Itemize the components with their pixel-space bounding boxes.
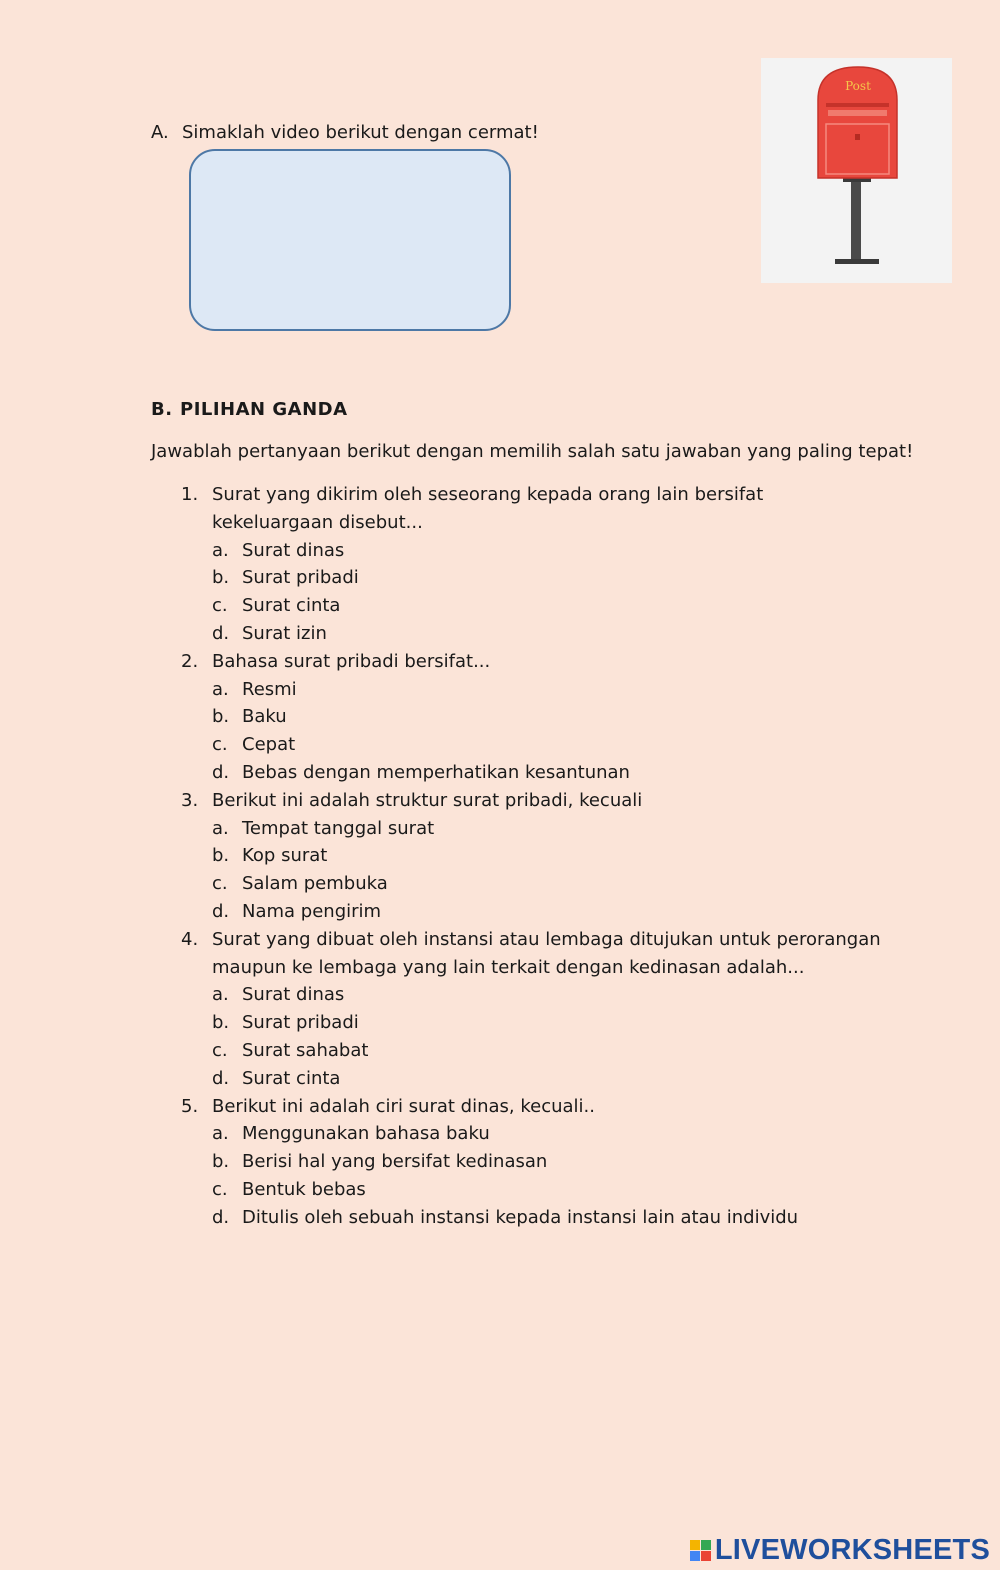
question-row xyxy=(181,926,881,982)
option-marker: b. xyxy=(212,1012,230,1034)
question-item xyxy=(181,1093,881,1232)
option-text: Surat izin xyxy=(242,622,327,644)
section-b-marker: B. xyxy=(151,399,173,420)
answer-option[interactable] xyxy=(181,842,881,870)
option-marker: a. xyxy=(212,1123,229,1145)
option-text: Surat pribadi xyxy=(242,567,359,589)
instruction-text: Jawablah pertanyaan berikut dengan memilih salah satu jawaban yang paling tepat! xyxy=(151,441,914,462)
answer-option[interactable] xyxy=(181,898,881,926)
question-text: Surat yang dibuat oleh instansi atau lembaga ditujukan untuk perorangan maupun ke lembaga yang lain terkait dengan kedinasan adalah... xyxy=(212,928,881,978)
option-text: Berisi hal yang bersifat kedinasan xyxy=(242,1151,548,1173)
option-marker: c. xyxy=(212,873,228,895)
brand-name: LIVEWORKSHEETS xyxy=(714,1533,990,1566)
option-marker: b. xyxy=(212,567,230,589)
answer-option[interactable] xyxy=(181,620,881,648)
option-text: Surat dinas xyxy=(242,984,345,1006)
section-a-heading xyxy=(151,121,539,145)
option-text: Tempat tanggal surat xyxy=(242,817,435,839)
question-item xyxy=(181,787,881,926)
option-marker: c. xyxy=(212,1178,228,1200)
option-text: Surat sahabat xyxy=(242,1039,369,1061)
postbox-image xyxy=(761,58,952,283)
answer-option[interactable] xyxy=(181,1176,881,1204)
option-marker: d. xyxy=(212,900,230,922)
answer-option[interactable] xyxy=(181,564,881,592)
option-marker: b. xyxy=(212,706,230,728)
option-marker: a. xyxy=(212,984,229,1006)
option-marker: b. xyxy=(212,845,230,867)
option-text: Ditulis oleh sebuah instansi kepada instansi lain atau individu xyxy=(242,1206,799,1228)
option-text: Salam pembuka xyxy=(242,873,388,895)
option-text: Cepat xyxy=(242,734,296,756)
section-a-text: Simaklah video berikut dengan cermat! xyxy=(182,122,539,143)
option-marker: a. xyxy=(212,678,229,700)
option-marker: c. xyxy=(212,734,228,756)
answer-option[interactable] xyxy=(181,1148,881,1176)
question-text: Berikut ini adalah struktur surat pribadi, kecuali xyxy=(212,789,643,811)
section-b-heading xyxy=(151,398,348,422)
question-row xyxy=(181,481,881,537)
question-list xyxy=(181,481,881,1232)
question-row xyxy=(181,648,881,676)
question-text: Surat yang dikirim oleh seseorang kepada orang lain bersifat kekeluargaan disebut... xyxy=(212,484,764,533)
answer-option[interactable] xyxy=(181,537,881,565)
answer-option[interactable] xyxy=(181,981,881,1009)
answer-option[interactable] xyxy=(181,1204,881,1232)
question-number: 4. xyxy=(181,928,199,950)
option-text: Surat cinta xyxy=(242,1067,341,1089)
option-text: Baku xyxy=(242,706,287,728)
answer-option[interactable] xyxy=(181,1065,881,1093)
question-item xyxy=(181,481,881,648)
question-row xyxy=(181,787,881,815)
question-number: 3. xyxy=(181,789,199,811)
video-placeholder[interactable] xyxy=(189,149,511,331)
liveworksheets-brand xyxy=(690,1533,990,1566)
answer-option[interactable] xyxy=(181,676,881,704)
option-marker: d. xyxy=(212,622,230,644)
option-marker: c. xyxy=(212,595,228,617)
option-text: Resmi xyxy=(242,678,297,700)
option-marker: c. xyxy=(212,1039,228,1061)
answer-option[interactable] xyxy=(181,1037,881,1065)
option-text: Bentuk bebas xyxy=(242,1178,366,1200)
question-number: 1. xyxy=(181,484,199,505)
option-text: Bebas dengan memperhatikan kesantunan xyxy=(242,761,630,783)
section-a-marker: A. xyxy=(151,122,169,143)
question-number: 5. xyxy=(181,1095,199,1117)
answer-option[interactable] xyxy=(181,870,881,898)
answer-option[interactable] xyxy=(181,592,881,620)
section-b-title: PILIHAN GANDA xyxy=(180,399,348,420)
option-marker: b. xyxy=(212,1151,230,1173)
option-text: Surat cinta xyxy=(242,595,341,617)
question-text: Berikut ini adalah ciri surat dinas, kecuali.. xyxy=(212,1095,596,1117)
option-text: Nama pengirim xyxy=(242,900,382,922)
answer-option[interactable] xyxy=(181,731,881,759)
answer-option[interactable] xyxy=(181,703,881,731)
question-number: 2. xyxy=(181,650,199,672)
option-marker: a. xyxy=(212,817,229,839)
answer-option[interactable] xyxy=(181,759,881,787)
liveworksheets-logo-icon xyxy=(690,1540,711,1561)
option-marker: a. xyxy=(212,539,229,561)
option-text: Menggunakan bahasa baku xyxy=(242,1123,490,1145)
option-text: Kop surat xyxy=(242,845,328,867)
question-row xyxy=(181,1093,881,1121)
answer-option[interactable] xyxy=(181,1009,881,1037)
answer-option[interactable] xyxy=(181,815,881,843)
answer-option[interactable] xyxy=(181,1120,881,1148)
question-item xyxy=(181,926,881,1093)
option-marker: d. xyxy=(212,1206,230,1228)
option-marker: d. xyxy=(212,1067,230,1089)
option-text: Surat pribadi xyxy=(242,1012,359,1034)
option-marker: d. xyxy=(212,761,230,783)
option-text: Surat dinas xyxy=(242,539,345,561)
postbox-sign-text: Post xyxy=(845,79,871,93)
question-item xyxy=(181,648,881,787)
postbox-illustration xyxy=(761,58,952,283)
question-text: Bahasa surat pribadi bersifat... xyxy=(212,650,491,672)
